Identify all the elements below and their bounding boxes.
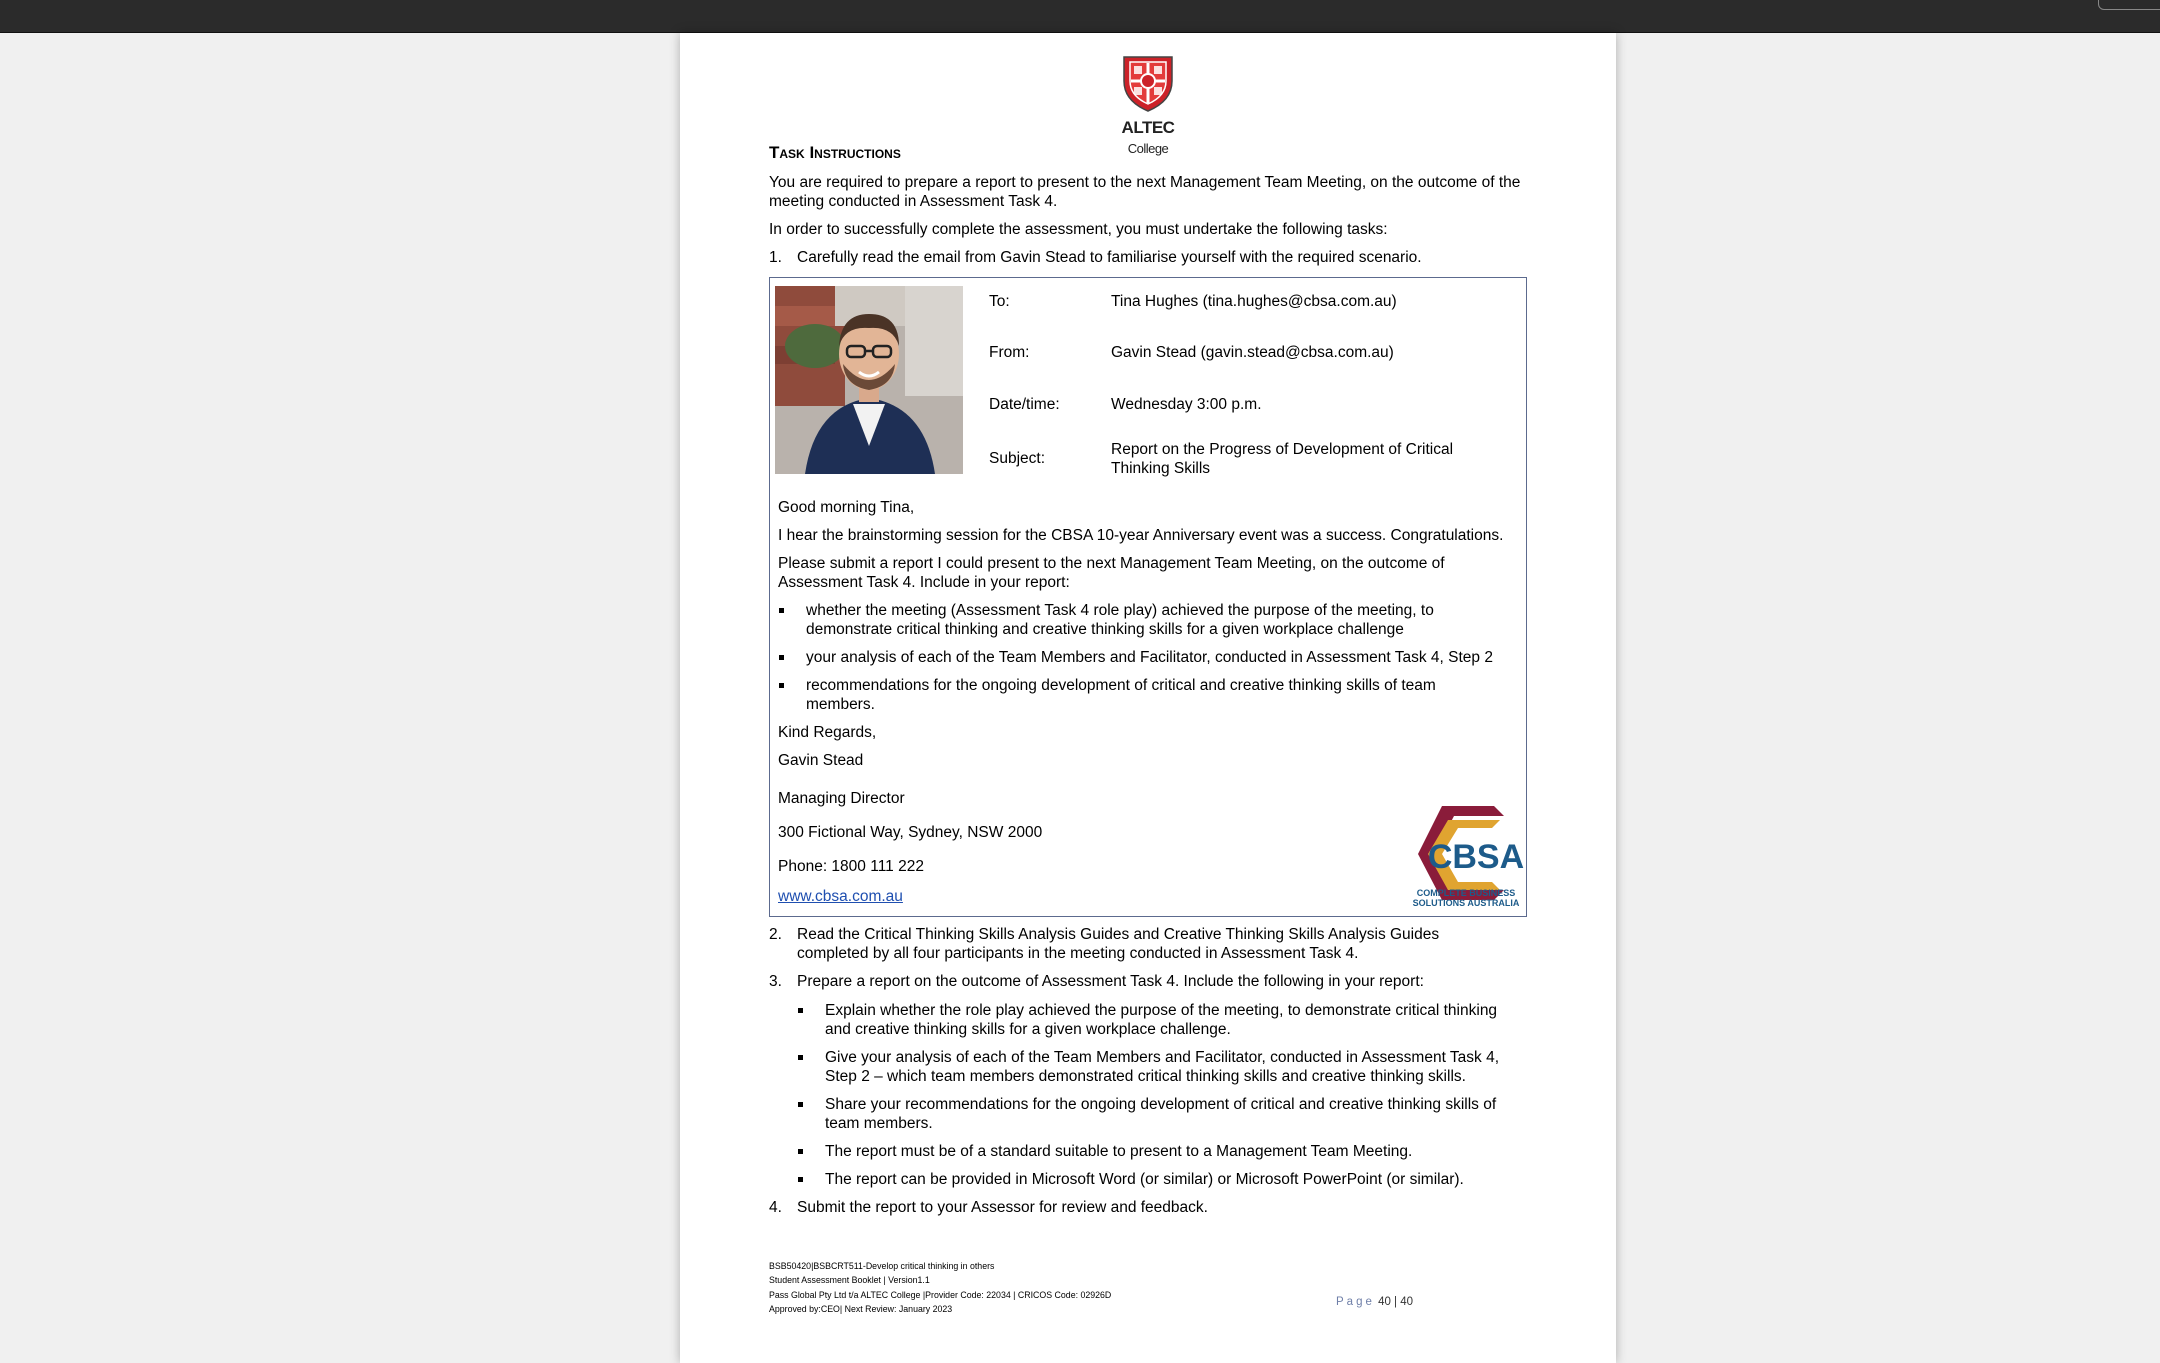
viewer-toolbar <box>0 0 2160 33</box>
from-label: From: <box>989 344 1030 361</box>
cbsa-line-2: SOLUTIONS AUSTRALIA <box>1412 898 1520 908</box>
toolbar-control[interactable] <box>2098 0 2160 10</box>
step-number: 3. <box>769 973 782 990</box>
email-greeting: Good morning Tina, <box>778 499 915 516</box>
email-paragraph-2: Please submit a report I could present to the next Management Team Meeting, on the outcome of Assessment Task 4. Include in your report: <box>778 555 1445 591</box>
subject-value: Report on the Progress of Development of Critical Thinking Skills <box>1111 441 1454 477</box>
page-footer <box>769 1259 1269 1316</box>
footer-line-4: Approved by:CEO| Next Review: January 2023 <box>769 1303 953 1314</box>
email-date-row <box>770 396 1510 416</box>
email-address: 300 Fictional Way, Sydney, NSW 2000 <box>778 824 1043 841</box>
altec-logo <box>1100 51 1196 158</box>
bullet-text: whether the meeting (Assessment Task 4 role play) achieved the purpose of the meeting, to demonstrate critical thinking and creative thinking skills for a given workplace challenge <box>806 602 1434 638</box>
subject-label: Subject: <box>989 450 1046 467</box>
footer-line-1: BSB50420|BSBCRT511-Develop critical thinking in others <box>769 1261 995 1271</box>
footer-line-2: Student Assessment Booklet | Version1.1 <box>769 1275 930 1286</box>
bullet-text: Explain whether the role play achieved the purpose of the meeting, to demonstrate critical thinking and creative thinking skills for a given workplace challenge. <box>825 1002 1498 1038</box>
bullet-text: Share your recommendations for the ongoing development of critical and creative thinking skills of team members. <box>825 1096 1497 1132</box>
step-number: 4. <box>769 1199 782 1216</box>
bullet-text: Give your analysis of each of the Team Members and Facilitator, conducted in Assessment Task 4, Step 2 – which team members demonstrated critical thinking skills and creative thinking skills. <box>825 1049 1500 1085</box>
date-value: Wednesday 3:00 p.m. <box>1111 396 1262 413</box>
to-value: Tina Hughes (tina.hughes@cbsa.com.au) <box>1111 293 1397 310</box>
email-signature: Gavin Stead <box>778 752 864 769</box>
page-word: Page <box>1336 1296 1375 1308</box>
intro-paragraph-1: You are required to prepare a report to present to the next Management Team Meeting, on the outcome of the meeting conducted in Assessment Task 4. <box>769 174 1521 210</box>
document-page <box>680 33 1616 1363</box>
email-paragraph-1: I hear the brainstorming session for the CBSA 10-year Anniversary event was a success. Congratulations. <box>778 527 1504 544</box>
email-to-row <box>770 293 1510 313</box>
email-box <box>769 277 1527 917</box>
to-label: To: <box>989 293 1010 310</box>
cbsa-mark: CBSA <box>1427 838 1524 876</box>
bullet-text: your analysis of each of the Team Members and Facilitator, conducted in Assessment Task 4, Step 2 <box>806 649 1493 666</box>
page-current: 40 <box>1378 1296 1391 1308</box>
website-link[interactable]: www.cbsa.com.au <box>778 888 903 905</box>
page-total: 40 <box>1400 1296 1414 1308</box>
bullet-text: The report can be provided in Microsoft Word (or similar) or Microsoft PowerPoint (or similar). <box>825 1171 1464 1188</box>
logo-brand: ALTEC <box>1121 118 1175 137</box>
step-number: 1. <box>769 249 782 266</box>
email-from-row <box>770 344 1510 364</box>
cbsa-line-1: COMPLETE BUSINESS <box>1416 888 1516 898</box>
cbsa-logo <box>1408 802 1524 910</box>
bullet-text: recommendations for the ongoing development of critical and creative thinking skills of team members. <box>806 677 1436 713</box>
page-number: Page 40 | 40 <box>1336 1296 1414 1308</box>
date-label: Date/time: <box>989 396 1060 413</box>
step-text: Read the Critical Thinking Skills Analysis Guides and Creative Thinking Skills Analysis Guides completed by all four participants in the meeting conducted in Assessment Task 4. <box>797 926 1440 962</box>
footer-line-3: Pass Global Pty Ltd t/a ALTEC College |Provider Code: 22034 | CRICOS Code: 02926D <box>769 1289 1112 1300</box>
step-number: 2. <box>769 926 782 943</box>
intro-paragraph-2: In order to successfully complete the assessment, you must undertake the following tasks: <box>769 221 1388 238</box>
bullet-text: The report must be of a standard suitable to present to a Management Team Meeting. <box>825 1143 1413 1160</box>
email-phone: Phone: 1800 111 222 <box>778 858 924 875</box>
email-subject-row <box>770 441 1510 481</box>
altec-crest-icon <box>1118 51 1178 115</box>
step-text: Prepare a report on the outcome of Assessment Task 4. Include the following in your report: <box>797 973 1424 990</box>
step-text: Carefully read the email from Gavin Stead to familiarise yourself with the required scenario. <box>797 249 1422 266</box>
from-value: Gavin Stead (gavin.stead@cbsa.com.au) <box>1111 344 1394 361</box>
email-closing: Kind Regards, <box>778 724 877 741</box>
step-text: Submit the report to your Assessor for review and feedback. <box>797 1199 1208 1216</box>
logo-suffix: College <box>1127 141 1169 156</box>
section-heading: Task Instructions <box>769 143 901 162</box>
email-sender-title: Managing Director <box>778 790 905 807</box>
